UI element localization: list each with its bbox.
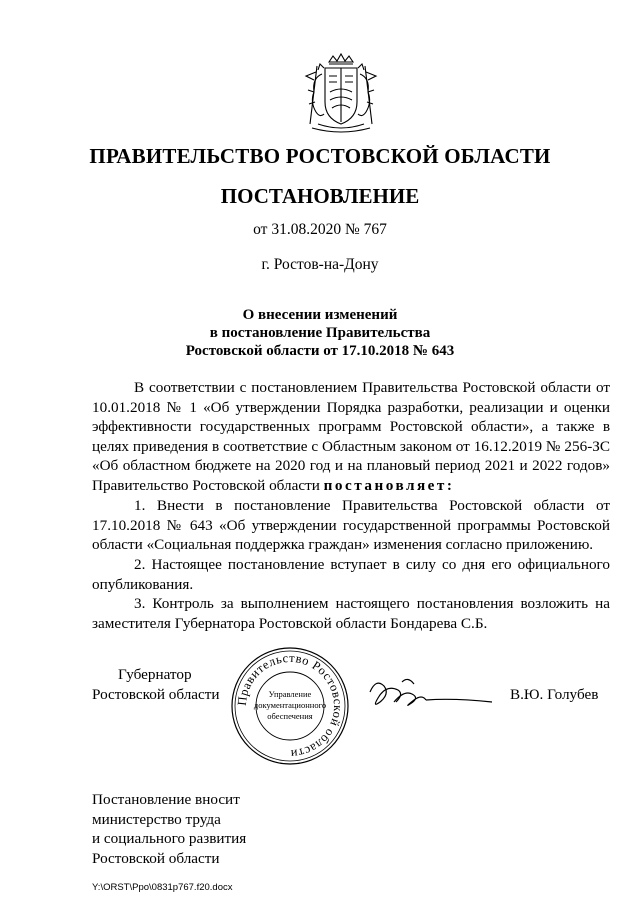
document-city: г. Ростов-на-Дону: [261, 256, 379, 273]
preamble-paragraph: [92, 378, 610, 496]
submitted-by-block: [92, 790, 246, 868]
submitted-by-line: министерство труда: [92, 810, 221, 828]
decree-word: постановляет:: [323, 476, 455, 494]
file-path: Y:\ORST\Ppo\0831p767.f20.docx: [92, 882, 233, 893]
signatory-name: В.Ю. Голубев: [510, 686, 599, 703]
government-title: ПРАВИТЕЛЬСТВО РОСТОВСКОЙ ОБЛАСТИ: [89, 144, 551, 168]
submitted-by-line: и социального развития: [92, 830, 247, 847]
document-type: ПОСТАНОВЛЕНИЕ: [220, 184, 420, 208]
preamble-text: В соответствии с постановлением Правительства Ростовской области от 10.01.2018 № 1 «Об утверждении Порядка разработки, реализации и оценки эффективности государственных программ Ростовской области», а также в целях приведения в соответствие с Областным законом от 16.12.2019 № 256-ЗС «Об областном бюджете на 2020 год и на плановый период 2021 и 2022 годов» Правительство Ростовской области: [92, 379, 610, 494]
seal-inner-line: обеспечения: [267, 711, 313, 721]
decree-item-2: 2. Настоящее постановление вступает в силу со дня его официального опубликования.: [92, 556, 610, 593]
document-date-number: от 31.08.2020 № 767: [253, 221, 387, 238]
seal-inner-line: Управление: [268, 689, 312, 699]
document-subject: [0, 306, 640, 360]
decree-item-3: 3. Контроль за выполнением настоящего постановления возложить на заместителя Губернатора Ростовской области Бондарева С.Б.: [92, 595, 610, 632]
subject-line: в постановление Правительства: [209, 325, 431, 341]
official-stamp: [229, 645, 351, 767]
seal-inner-line: документационного: [253, 700, 327, 710]
subject-line: Ростовской области от 17.10.2018 № 643: [185, 343, 455, 359]
coat-of-arms-icon: [300, 52, 382, 138]
signatory-region: Ростовской области: [92, 686, 220, 703]
handwritten-signature-icon: [364, 672, 494, 716]
seal-outer-text: Правительство Ростовской области: [234, 650, 346, 762]
signatory-position: Губернатор: [118, 666, 192, 683]
submitted-by-line: Постановление вносит: [92, 791, 240, 808]
subject-line: О внесении изменений: [242, 307, 398, 323]
decree-item-1: 1. Внести в постановление Правительства Ростовской области от 17.10.2018 № 643 «Об утверждении государственной программы Ростовской области «Социальная поддержка граждан» изменения согласно приложению.: [92, 497, 610, 554]
submitted-by-line: Ростовской области: [92, 849, 220, 867]
